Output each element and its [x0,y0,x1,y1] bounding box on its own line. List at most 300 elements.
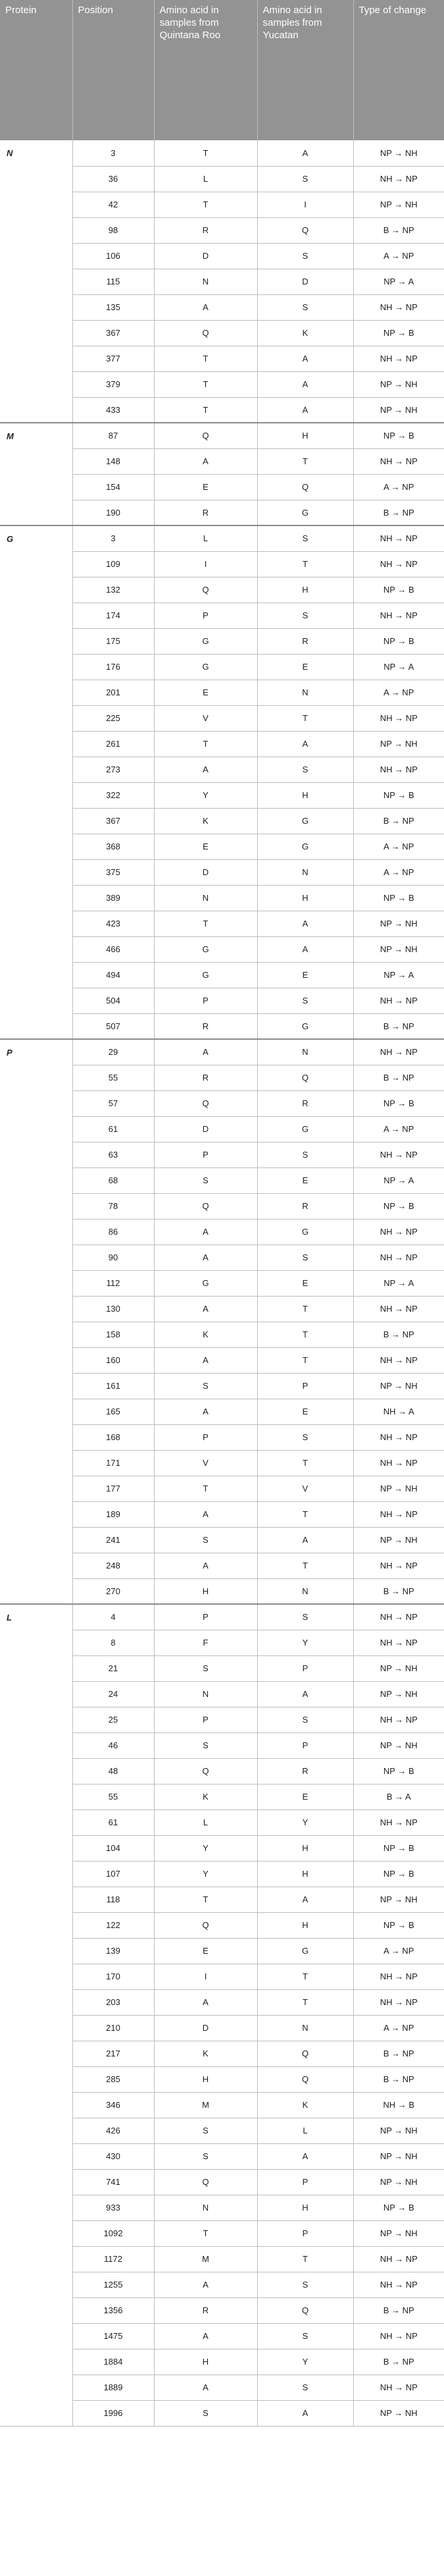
cell-protein: N [0,140,72,423]
cell-type-of-change: B → NP [353,1322,444,1347]
cell-type-of-change: B → NP [353,1013,444,1039]
cell-type-of-change: NP → NH [353,1681,444,1707]
table-row [0,140,444,166]
cell-yucatan: E [257,654,353,680]
cell-yucatan: S [257,166,353,192]
cell-position: 248 [72,1553,154,1578]
cell-yucatan: S [257,1707,353,1732]
cell-quintana-roo: I [154,1964,257,1989]
cell-yucatan: E [257,962,353,988]
cell-position: 25 [72,1707,154,1732]
cell-position: 161 [72,1373,154,1399]
cell-yucatan: S [257,1245,353,1270]
cell-yucatan: H [257,1835,353,1861]
cell-quintana-roo: S [154,1527,257,1553]
cell-yucatan: L [257,2118,353,2143]
cell-yucatan: E [257,1399,353,1424]
cell-type-of-change: B → NP [353,2349,444,2375]
cell-position: 171 [72,1450,154,1476]
cell-yucatan: Q [257,2041,353,2066]
cell-type-of-change: NP → B [353,885,444,911]
cell-type-of-change: NP → NH [353,1887,444,1912]
cell-position: 122 [72,1912,154,1938]
cell-yucatan: Y [257,1630,353,1655]
cell-yucatan: D [257,269,353,294]
cell-position: 1889 [72,2375,154,2400]
cell-type-of-change: NH → NP [353,166,444,192]
cell-position: 423 [72,911,154,936]
cell-yucatan: R [257,1193,353,1219]
cell-position: 507 [72,1013,154,1039]
cell-yucatan: S [257,1142,353,1167]
cell-protein: G [0,525,72,1039]
cell-position: 3 [72,140,154,166]
cell-yucatan: G [257,808,353,834]
cell-position: 368 [72,834,154,859]
cell-position: 158 [72,1322,154,1347]
cell-quintana-roo: D [154,1116,257,1142]
cell-type-of-change: NP → NH [353,2143,444,2169]
cell-yucatan: S [257,525,353,551]
cell-yucatan: Y [257,1810,353,1835]
cell-protein: L [0,1604,72,2426]
cell-quintana-roo: L [154,1810,257,1835]
cell-type-of-change: NP → NH [353,2220,444,2246]
cell-position: 177 [72,1476,154,1501]
cell-position: 189 [72,1501,154,1527]
cell-type-of-change: NP → B [353,1090,444,1116]
cell-quintana-roo: T [154,1887,257,1912]
cell-yucatan: T [257,1553,353,1578]
cell-type-of-change: NP → NH [353,1527,444,1553]
cell-type-of-change: NP → B [353,1758,444,1784]
cell-quintana-roo: D [154,2015,257,2041]
cell-yucatan: A [257,1681,353,1707]
cell-position: 1884 [72,2349,154,2375]
cell-type-of-change: NH → NP [353,346,444,371]
cell-position: 55 [72,1784,154,1810]
cell-quintana-roo: P [154,1424,257,1450]
cell-type-of-change: NH → NP [353,1039,444,1065]
cell-quintana-roo: K [154,1784,257,1810]
cell-yucatan: S [257,603,353,628]
cell-yucatan: N [257,680,353,705]
cell-type-of-change: A → NP [353,680,444,705]
cell-quintana-roo: A [154,1989,257,2015]
cell-position: 21 [72,1655,154,1681]
cell-yucatan: P [257,2169,353,2195]
table-row [0,525,444,551]
cell-position: 210 [72,2015,154,2041]
cell-yucatan: A [257,2143,353,2169]
cell-position: 1356 [72,2297,154,2323]
cell-position: 139 [72,1938,154,1964]
cell-yucatan: N [257,859,353,885]
cell-type-of-change: B → NP [353,808,444,834]
cell-type-of-change: NH → NP [353,2323,444,2349]
cell-quintana-roo: A [154,1501,257,1527]
cell-position: 933 [72,2195,154,2220]
cell-quintana-roo: S [154,2400,257,2426]
cell-position: 42 [72,192,154,217]
cell-type-of-change: NH → NP [353,1219,444,1245]
cell-quintana-roo: A [154,1553,257,1578]
cell-type-of-change: NH → B [353,2092,444,2118]
cell-position: 217 [72,2041,154,2066]
cell-quintana-roo: T [154,397,257,423]
cell-position: 90 [72,1245,154,1270]
cell-quintana-roo: E [154,680,257,705]
cell-quintana-roo: R [154,1013,257,1039]
cell-type-of-change: NP → NH [353,1476,444,1501]
cell-position: 375 [72,859,154,885]
cell-quintana-roo: Y [154,1861,257,1887]
cell-quintana-roo: I [154,551,257,577]
cell-quintana-roo: F [154,1630,257,1655]
cell-quintana-roo: G [154,1270,257,1296]
cell-quintana-roo: S [154,2118,257,2143]
cell-type-of-change: NP → NH [353,911,444,936]
cell-yucatan: H [257,577,353,603]
cell-quintana-roo: Q [154,1758,257,1784]
cell-position: 109 [72,551,154,577]
cell-position: 78 [72,1193,154,1219]
cell-yucatan: T [257,1501,353,1527]
cell-quintana-roo: T [154,911,257,936]
cell-quintana-roo: A [154,294,257,320]
cell-type-of-change: NP → B [353,320,444,346]
cell-position: 433 [72,397,154,423]
cell-yucatan: A [257,371,353,397]
cell-quintana-roo: A [154,1347,257,1373]
cell-yucatan: R [257,628,353,654]
cell-yucatan: Q [257,217,353,243]
cell-yucatan: G [257,1219,353,1245]
cell-position: 118 [72,1887,154,1912]
cell-yucatan: P [257,1655,353,1681]
cell-type-of-change: NP → A [353,1270,444,1296]
cell-yucatan: T [257,551,353,577]
cell-quintana-roo: A [154,757,257,782]
cell-position: 130 [72,1296,154,1322]
cell-yucatan: A [257,346,353,371]
cell-quintana-roo: E [154,1938,257,1964]
cell-position: 367 [72,320,154,346]
cell-quintana-roo: T [154,371,257,397]
cell-quintana-roo: M [154,2246,257,2272]
cell-type-of-change: B → NP [353,1065,444,1090]
cell-yucatan: H [257,782,353,808]
cell-yucatan: A [257,140,353,166]
cell-yucatan: N [257,1039,353,1065]
cell-type-of-change: B → NP [353,1578,444,1604]
cell-type-of-change: NH → NP [353,1604,444,1630]
table-row [0,1039,444,1065]
cell-quintana-roo: D [154,859,257,885]
cell-position: 741 [72,2169,154,2195]
cell-position: 8 [72,1630,154,1655]
cell-quintana-roo: G [154,962,257,988]
cell-quintana-roo: N [154,885,257,911]
cell-type-of-change: NH → NP [353,1630,444,1655]
cell-position: 174 [72,603,154,628]
cell-type-of-change: B → NP [353,2041,444,2066]
cell-type-of-change: NP → NH [353,2118,444,2143]
cell-position: 285 [72,2066,154,2092]
cell-protein: M [0,423,72,525]
cell-position: 68 [72,1167,154,1193]
cell-position: 98 [72,217,154,243]
cell-position: 168 [72,1424,154,1450]
cell-yucatan: S [257,2375,353,2400]
cell-yucatan: A [257,397,353,423]
cell-type-of-change: NH → NP [353,2375,444,2400]
cell-type-of-change: NP → A [353,1167,444,1193]
cell-yucatan: H [257,885,353,911]
cell-yucatan: A [257,1527,353,1553]
cell-quintana-roo: V [154,705,257,731]
cell-position: 36 [72,166,154,192]
cell-type-of-change: NH → NP [353,705,444,731]
cell-yucatan: S [257,1424,353,1450]
cell-yucatan: T [257,2246,353,2272]
cell-position: 3 [72,525,154,551]
cell-type-of-change: NH → NP [353,1989,444,2015]
cell-position: 273 [72,757,154,782]
header-type-of-change: Type of change [353,0,444,140]
cell-position: 154 [72,474,154,500]
cell-type-of-change: NH → NP [353,757,444,782]
cell-yucatan: S [257,294,353,320]
cell-type-of-change: NP → NH [353,192,444,217]
cell-position: 1475 [72,2323,154,2349]
cell-type-of-change: NP → A [353,654,444,680]
cell-position: 1172 [72,2246,154,2272]
cell-quintana-roo: Q [154,1193,257,1219]
cell-quintana-roo: P [154,1604,257,1630]
cell-quintana-roo: P [154,988,257,1013]
cell-type-of-change: NH → NP [353,1501,444,1527]
cell-yucatan: T [257,1450,353,1476]
cell-quintana-roo: A [154,1039,257,1065]
cell-quintana-roo: G [154,654,257,680]
cell-position: 322 [72,782,154,808]
cell-yucatan: T [257,448,353,474]
cell-quintana-roo: V [154,1450,257,1476]
cell-position: 175 [72,628,154,654]
cell-position: 379 [72,371,154,397]
cell-quintana-roo: Y [154,1835,257,1861]
cell-quintana-roo: G [154,628,257,654]
cell-yucatan: S [257,988,353,1013]
cell-type-of-change: B → NP [353,2066,444,2092]
cell-type-of-change: NP → B [353,1861,444,1887]
cell-type-of-change: NH → NP [353,551,444,577]
cell-quintana-roo: T [154,140,257,166]
cell-position: 55 [72,1065,154,1090]
cell-yucatan: G [257,1938,353,1964]
table-header [0,0,444,140]
cell-yucatan: H [257,2195,353,2220]
cell-yucatan: T [257,1322,353,1347]
cell-quintana-roo: P [154,1142,257,1167]
cell-yucatan: S [257,2323,353,2349]
cell-yucatan: N [257,2015,353,2041]
cell-quintana-roo: R [154,1065,257,1090]
cell-yucatan: S [257,243,353,269]
cell-quintana-roo: A [154,448,257,474]
cell-quintana-roo: S [154,2143,257,2169]
cell-quintana-roo: A [154,2323,257,2349]
cell-quintana-roo: T [154,2220,257,2246]
header-yucatan: Amino acid in samples from Yucatan [257,0,353,140]
cell-position: 430 [72,2143,154,2169]
cell-yucatan: S [257,1604,353,1630]
cell-type-of-change: NP → B [353,1193,444,1219]
cell-quintana-roo: K [154,1322,257,1347]
cell-type-of-change: NH → NP [353,2272,444,2297]
cell-position: 61 [72,1116,154,1142]
cell-yucatan: H [257,1912,353,1938]
cell-type-of-change: NH → A [353,1399,444,1424]
cell-yucatan: A [257,731,353,757]
cell-type-of-change: NP → A [353,269,444,294]
cell-type-of-change: NH → NP [353,448,444,474]
cell-quintana-roo: S [154,1732,257,1758]
cell-position: 389 [72,885,154,911]
cell-type-of-change: A → NP [353,1938,444,1964]
cell-quintana-roo: L [154,525,257,551]
cell-position: 112 [72,1270,154,1296]
header-protein: Protein [0,0,72,140]
cell-yucatan: G [257,834,353,859]
cell-yucatan: P [257,2220,353,2246]
cell-type-of-change: NP → NH [353,1373,444,1399]
cell-quintana-roo: T [154,346,257,371]
cell-quintana-roo: Q [154,423,257,448]
cell-protein: P [0,1039,72,1604]
cell-quintana-roo: A [154,1219,257,1245]
cell-position: 504 [72,988,154,1013]
header-position: Position [72,0,154,140]
cell-type-of-change: B → NP [353,217,444,243]
cell-quintana-roo: Y [154,782,257,808]
cell-position: 201 [72,680,154,705]
cell-type-of-change: NP → NH [353,397,444,423]
cell-position: 29 [72,1039,154,1065]
cell-position: 190 [72,500,154,525]
cell-quintana-roo: L [154,166,257,192]
cell-type-of-change: NH → NP [353,988,444,1013]
cell-yucatan: Y [257,2349,353,2375]
cell-quintana-roo: Q [154,577,257,603]
cell-yucatan: Q [257,2297,353,2323]
cell-type-of-change: NH → NP [353,1450,444,1476]
cell-yucatan: E [257,1167,353,1193]
cell-position: 241 [72,1527,154,1553]
cell-yucatan: S [257,757,353,782]
cell-type-of-change: NP → NH [353,1732,444,1758]
cell-position: 87 [72,423,154,448]
cell-position: 426 [72,2118,154,2143]
cell-quintana-roo: E [154,834,257,859]
cell-type-of-change: NH → NP [353,1296,444,1322]
cell-type-of-change: NP → B [353,423,444,448]
cell-yucatan: T [257,1989,353,2015]
cell-yucatan: P [257,1373,353,1399]
cell-quintana-roo: N [154,1681,257,1707]
cell-type-of-change: NP → B [353,782,444,808]
cell-position: 261 [72,731,154,757]
table-row [0,423,444,448]
table-body [0,140,444,2426]
cell-quintana-roo: H [154,1578,257,1604]
cell-quintana-roo: E [154,474,257,500]
cell-quintana-roo: A [154,1296,257,1322]
cell-position: 61 [72,1810,154,1835]
cell-yucatan: A [257,911,353,936]
cell-yucatan: H [257,1861,353,1887]
cell-type-of-change: NH → NP [353,1424,444,1450]
cell-position: 86 [72,1219,154,1245]
cell-type-of-change: B → NP [353,500,444,525]
cell-position: 165 [72,1399,154,1424]
cell-yucatan: A [257,1887,353,1912]
cell-quintana-roo: T [154,1476,257,1501]
cell-type-of-change: NH → NP [353,1142,444,1167]
cell-type-of-change: NP → NH [353,936,444,962]
cell-yucatan: H [257,423,353,448]
cell-position: 24 [72,1681,154,1707]
cell-yucatan: T [257,1296,353,1322]
cell-yucatan: K [257,2092,353,2118]
cell-yucatan: G [257,1013,353,1039]
cell-yucatan: I [257,192,353,217]
cell-type-of-change: NP → NH [353,140,444,166]
cell-quintana-roo: N [154,2195,257,2220]
cell-position: 176 [72,654,154,680]
cell-position: 160 [72,1347,154,1373]
cell-type-of-change: NP → NH [353,731,444,757]
cell-yucatan: E [257,1270,353,1296]
cell-quintana-roo: P [154,1707,257,1732]
cell-quintana-roo: S [154,1655,257,1681]
cell-position: 148 [72,448,154,474]
cell-position: 46 [72,1732,154,1758]
cell-quintana-roo: A [154,1399,257,1424]
cell-quintana-roo: G [154,936,257,962]
cell-type-of-change: NH → NP [353,1245,444,1270]
cell-type-of-change: NH → NP [353,1810,444,1835]
cell-position: 135 [72,294,154,320]
cell-quintana-roo: R [154,2297,257,2323]
cell-quintana-roo: T [154,731,257,757]
cell-type-of-change: B → A [353,1784,444,1810]
cell-yucatan: Q [257,2066,353,2092]
cell-yucatan: T [257,1964,353,1989]
cell-type-of-change: NH → NP [353,2246,444,2272]
cell-type-of-change: A → NP [353,834,444,859]
cell-position: 48 [72,1758,154,1784]
cell-position: 377 [72,346,154,371]
cell-type-of-change: A → NP [353,1116,444,1142]
cell-quintana-roo: T [154,192,257,217]
cell-quintana-roo: S [154,1167,257,1193]
cell-type-of-change: NP → NH [353,2169,444,2195]
cell-position: 63 [72,1142,154,1167]
cell-position: 346 [72,2092,154,2118]
cell-type-of-change: NP → NH [353,2400,444,2426]
